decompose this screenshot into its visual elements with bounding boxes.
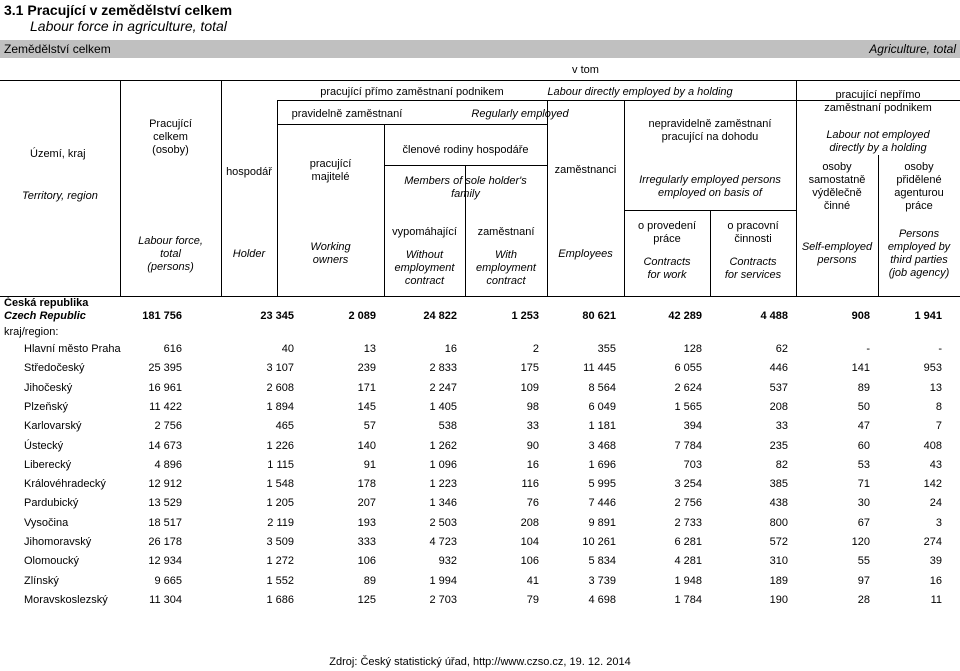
table-row [0, 514, 960, 534]
cell-owners: 106 [357, 555, 376, 568]
cell-services: 189 [769, 574, 788, 587]
cell-services: 235 [769, 439, 788, 452]
cell-agency: 953 [923, 362, 942, 375]
cell-self: 71 [857, 478, 870, 491]
cell-employees: 3 468 [588, 439, 616, 452]
cell-without: 1 223 [429, 478, 457, 491]
cell-work: 7 784 [674, 439, 702, 452]
cell-without: 2 703 [429, 593, 457, 606]
cell-employees: 9 891 [588, 516, 616, 529]
cell-services: 438 [769, 497, 788, 510]
region-name: Středočeský [24, 362, 85, 375]
cell-holder: 3 509 [266, 536, 294, 548]
header-family-cz: členové rodiny hospodáře [402, 144, 529, 156]
cell-owners: 13 [363, 343, 376, 355]
cell-total: 181 756 [142, 310, 182, 322]
band-left-label: Zemědělství celkem [4, 42, 111, 56]
cell-holder: 1 205 [266, 497, 294, 510]
cell-without: 2 833 [429, 362, 457, 375]
cell-employees: 4 698 [588, 593, 616, 606]
table-row [0, 398, 960, 418]
cell-with: 76 [526, 497, 539, 510]
czech-label-en: Czech Republic [4, 310, 86, 322]
table-row [0, 359, 960, 379]
cell-with: 1 253 [511, 310, 539, 322]
header-direct-cz: pracující přímo zaměstnaní podnikem [320, 86, 504, 98]
table-row [0, 494, 960, 514]
cell-employees: 8 564 [588, 381, 616, 394]
cell-services: 310 [769, 555, 788, 568]
cell-agency: 3 [935, 516, 942, 529]
cell-employees: 1 696 [588, 458, 616, 471]
cell-services: 537 [769, 381, 788, 394]
cell-total: 4 896 [154, 458, 182, 471]
cell-agency: 16 [929, 574, 942, 587]
cell-work: 2 624 [674, 381, 702, 394]
header-notemp-en: Labour not employed directly by a holding [826, 129, 930, 154]
cell-self: 50 [857, 400, 870, 413]
cell-agency: 11 [930, 593, 942, 606]
cell-without: 932 [438, 555, 457, 568]
cell-total: 616 [163, 343, 182, 355]
cell-self: - [866, 343, 870, 355]
header-owners-en: Working owners [310, 241, 351, 266]
cell-holder: 3 107 [266, 362, 294, 375]
cell-agency: 13 [929, 381, 942, 394]
cell-agency: - [938, 343, 942, 355]
cell-self: 89 [857, 381, 870, 394]
cell-with: 109 [520, 381, 539, 394]
header-services-cz: o pracovní činnosti [727, 220, 779, 245]
cell-agency: 1 941 [914, 310, 942, 322]
cell-services: 385 [769, 478, 788, 491]
cell-employees: 1 181 [588, 420, 616, 433]
cell-work: 394 [683, 420, 702, 433]
cell-total: 13 529 [148, 497, 182, 510]
cell-with: 106 [520, 555, 539, 568]
cell-self: 67 [857, 516, 870, 529]
cell-employees: 355 [597, 343, 616, 355]
cell-agency: 24 [929, 497, 942, 510]
cell-agency: 7 [935, 420, 942, 433]
cell-owners: 178 [357, 478, 376, 491]
cell-holder: 465 [275, 420, 294, 433]
cell-self: 97 [857, 574, 870, 587]
header-direct-en: Labour directly employed by a holding [547, 86, 733, 98]
cell-work: 1 948 [674, 574, 702, 587]
header-notemp-cz: pracující nepřímo zaměstnaní podnikem [824, 89, 932, 114]
cell-owners: 140 [357, 439, 376, 452]
header-irregular-cz: nepravidelně zaměstnaní pracující na dohodu [648, 118, 772, 143]
cell-with: 104 [520, 536, 539, 548]
header-vtom: v tom [572, 64, 599, 76]
cell-employees: 10 261 [582, 536, 616, 548]
header-total-cz: Pracující celkem (osoby) [149, 118, 192, 156]
cell-with: 208 [520, 516, 539, 529]
cell-owners: 2 089 [348, 310, 376, 322]
cell-work: 6 055 [674, 362, 702, 375]
cell-work: 1 565 [674, 400, 702, 413]
region-name: Jihočeský [24, 381, 73, 394]
header-owners-cz: pracující majitelé [309, 158, 352, 183]
cell-with: 98 [526, 400, 539, 413]
czech-label-cz: Česká republika [4, 297, 89, 309]
cell-agency: 8 [935, 400, 942, 413]
header-with-en: With employment contract [476, 249, 536, 287]
section-band [0, 40, 960, 58]
cell-self: 141 [851, 362, 870, 375]
cell-work: 1 784 [674, 593, 702, 606]
table-row [0, 437, 960, 457]
cell-employees: 11 445 [583, 362, 616, 375]
header-family-en: Members of sole holder's family [404, 175, 527, 200]
cell-self: 120 [851, 536, 870, 548]
cell-work: 3 254 [674, 478, 702, 491]
cell-owners: 89 [363, 574, 376, 587]
table-row [0, 552, 960, 572]
table-row [0, 572, 960, 592]
cell-work: 4 281 [674, 555, 702, 568]
table-row [0, 417, 960, 437]
cell-employees: 6 049 [588, 400, 616, 413]
cell-total: 16 961 [148, 381, 182, 394]
cell-without: 2 503 [429, 516, 457, 529]
cell-agency: 274 [923, 536, 942, 548]
region-name: Ústecký [24, 439, 64, 452]
cell-without: 1 262 [429, 439, 457, 452]
cell-services: 33 [775, 420, 788, 433]
header-services-en: Contracts for services [724, 256, 782, 281]
cell-total: 9 665 [154, 574, 182, 587]
region-name: Zlínský [24, 574, 59, 587]
cell-without: 1 994 [429, 574, 457, 587]
cell-with: 175 [520, 362, 539, 375]
region-name: Pardubický [24, 497, 79, 510]
band-right-label: Agriculture, total [869, 42, 956, 56]
cell-holder: 2 119 [267, 516, 294, 529]
cell-with: 16 [526, 458, 539, 471]
cell-self: 30 [857, 497, 870, 510]
cell-services: 446 [769, 362, 788, 375]
cell-services: 62 [775, 343, 788, 355]
cell-without: 16 [444, 343, 457, 355]
cell-employees: 5 834 [588, 555, 616, 568]
table-row [0, 379, 960, 399]
cell-total: 12 934 [148, 555, 182, 568]
region-name: Liberecký [24, 458, 72, 471]
header-work-en: Contracts for work [643, 256, 691, 281]
cell-holder: 1 548 [266, 478, 294, 491]
cell-services: 4 488 [760, 310, 788, 322]
cell-with: 2 [532, 343, 539, 355]
cell-self: 47 [857, 420, 870, 433]
cell-services: 208 [769, 400, 788, 413]
cell-employees: 7 446 [588, 497, 616, 510]
table-row [0, 475, 960, 495]
header-employees-en: Employees [558, 248, 613, 260]
cell-without: 1 096 [429, 458, 457, 471]
header-self-en: Self-employed persons [801, 241, 873, 266]
cell-owners: 207 [357, 497, 376, 510]
cell-total: 14 673 [148, 439, 182, 452]
cell-employees: 3 739 [588, 574, 616, 587]
cell-without: 2 247 [429, 381, 457, 394]
cell-holder: 40 [281, 343, 294, 355]
cell-work: 128 [683, 343, 702, 355]
table-row [0, 456, 960, 476]
cell-self: 53 [857, 458, 870, 471]
cell-with: 79 [526, 593, 539, 606]
header-territory-en: Territory, region [22, 190, 98, 202]
cell-owners: 239 [357, 362, 376, 375]
header-employees-cz: zaměstnanci [554, 164, 617, 176]
header-self-cz: osoby samostatně výdělečně činné [808, 161, 866, 212]
region-name: Moravskoslezský [24, 593, 108, 606]
cell-work: 6 281 [674, 536, 702, 548]
cell-holder: 1 226 [266, 439, 294, 452]
cell-without: 24 822 [423, 310, 457, 322]
cell-with: 116 [521, 478, 539, 491]
region-name: Karlovarský [24, 420, 82, 433]
page-subtitle: Labour force in agriculture, total [30, 18, 227, 34]
footer-source: Zdroj: Český statistický úřad, http://www.czso.cz, 19. 12. 2014 [329, 656, 631, 668]
cell-holder: 1 115 [267, 458, 294, 471]
cell-without: 538 [438, 420, 457, 433]
cell-total: 11 304 [149, 593, 182, 606]
header-without-en: Without employment contract [394, 249, 455, 287]
cell-self: 28 [857, 593, 870, 606]
cell-without: 1 346 [429, 497, 457, 510]
cell-total: 26 178 [148, 536, 182, 548]
cell-without: 1 405 [429, 400, 457, 413]
region-name: Olomoucký [24, 555, 80, 568]
cell-owners: 333 [357, 536, 376, 548]
header-agency-cz: osoby přidělené agenturou práce [894, 161, 944, 212]
header-regular-en: Regularly employed [471, 108, 569, 120]
region-name: Plzeňský [24, 400, 69, 413]
header-holder-en: Holder [232, 248, 266, 260]
cell-work: 2 733 [674, 516, 702, 529]
cell-holder: 1 894 [266, 400, 294, 413]
header-without-cz: vypomáhající [392, 226, 457, 238]
cell-owners: 125 [357, 593, 376, 606]
cell-agency: 142 [923, 478, 942, 491]
cell-self: 55 [857, 555, 870, 568]
header-agency-en: Persons employed by third parties (job agency) [887, 228, 951, 279]
cell-holder: 1 686 [266, 593, 294, 606]
cell-with: 90 [526, 439, 539, 452]
cell-work: 703 [683, 458, 702, 471]
cell-work: 2 756 [674, 497, 702, 510]
page-title: 3.1 Pracující v zemědělství celkem [4, 2, 233, 18]
cell-services: 190 [769, 593, 788, 606]
header-total-en: Labour force, total (persons) [138, 235, 203, 273]
region-label: kraj/region: [4, 326, 59, 338]
header-work-cz: o provedení práce [637, 220, 697, 245]
header-irregular-en: Irregularly employed persons employed on basis of [639, 174, 781, 199]
cell-with: 33 [526, 420, 539, 433]
cell-owners: 145 [357, 400, 376, 413]
region-name: Královéhradecký [24, 478, 106, 491]
cell-employees: 80 621 [582, 310, 616, 322]
cell-total: 12 912 [148, 478, 182, 491]
region-name: Hlavní město Praha [24, 343, 121, 355]
cell-services: 800 [769, 516, 788, 529]
cell-owners: 57 [363, 420, 376, 433]
cell-owners: 91 [363, 458, 376, 471]
table-row [0, 340, 960, 360]
cell-agency: 408 [923, 439, 942, 452]
cell-employees: 5 995 [588, 478, 616, 491]
cell-agency: 43 [929, 458, 942, 471]
table-row [0, 533, 960, 553]
cell-services: 572 [769, 536, 788, 548]
cell-self: 908 [851, 310, 870, 322]
header-with-cz: zaměstnaní [477, 226, 535, 238]
cell-total: 2 756 [154, 420, 182, 433]
cell-holder: 2 608 [266, 381, 294, 394]
cell-services: 82 [775, 458, 788, 471]
cell-owners: 193 [357, 516, 376, 529]
cell-agency: 39 [929, 555, 942, 568]
cell-total: 11 422 [149, 400, 182, 413]
cell-holder: 23 345 [260, 310, 294, 322]
cell-with: 41 [526, 574, 539, 587]
czech-total-row [0, 307, 960, 327]
cell-holder: 1 552 [266, 574, 294, 587]
header-regular-cz: pravidelně zaměstnaní [291, 108, 403, 120]
cell-work: 42 289 [668, 310, 702, 322]
table-row [0, 591, 960, 611]
header-holder-cz: hospodář [226, 166, 272, 178]
cell-holder: 1 272 [266, 555, 294, 568]
cell-self: 60 [857, 439, 870, 452]
cell-total: 18 517 [148, 516, 182, 529]
cell-total: 25 395 [148, 362, 182, 375]
region-name: Vysočina [24, 516, 69, 529]
region-name: Jihomoravský [24, 536, 92, 548]
cell-owners: 171 [357, 381, 376, 394]
header-territory-cz: Území, kraj [30, 148, 86, 160]
cell-without: 4 723 [429, 536, 457, 548]
